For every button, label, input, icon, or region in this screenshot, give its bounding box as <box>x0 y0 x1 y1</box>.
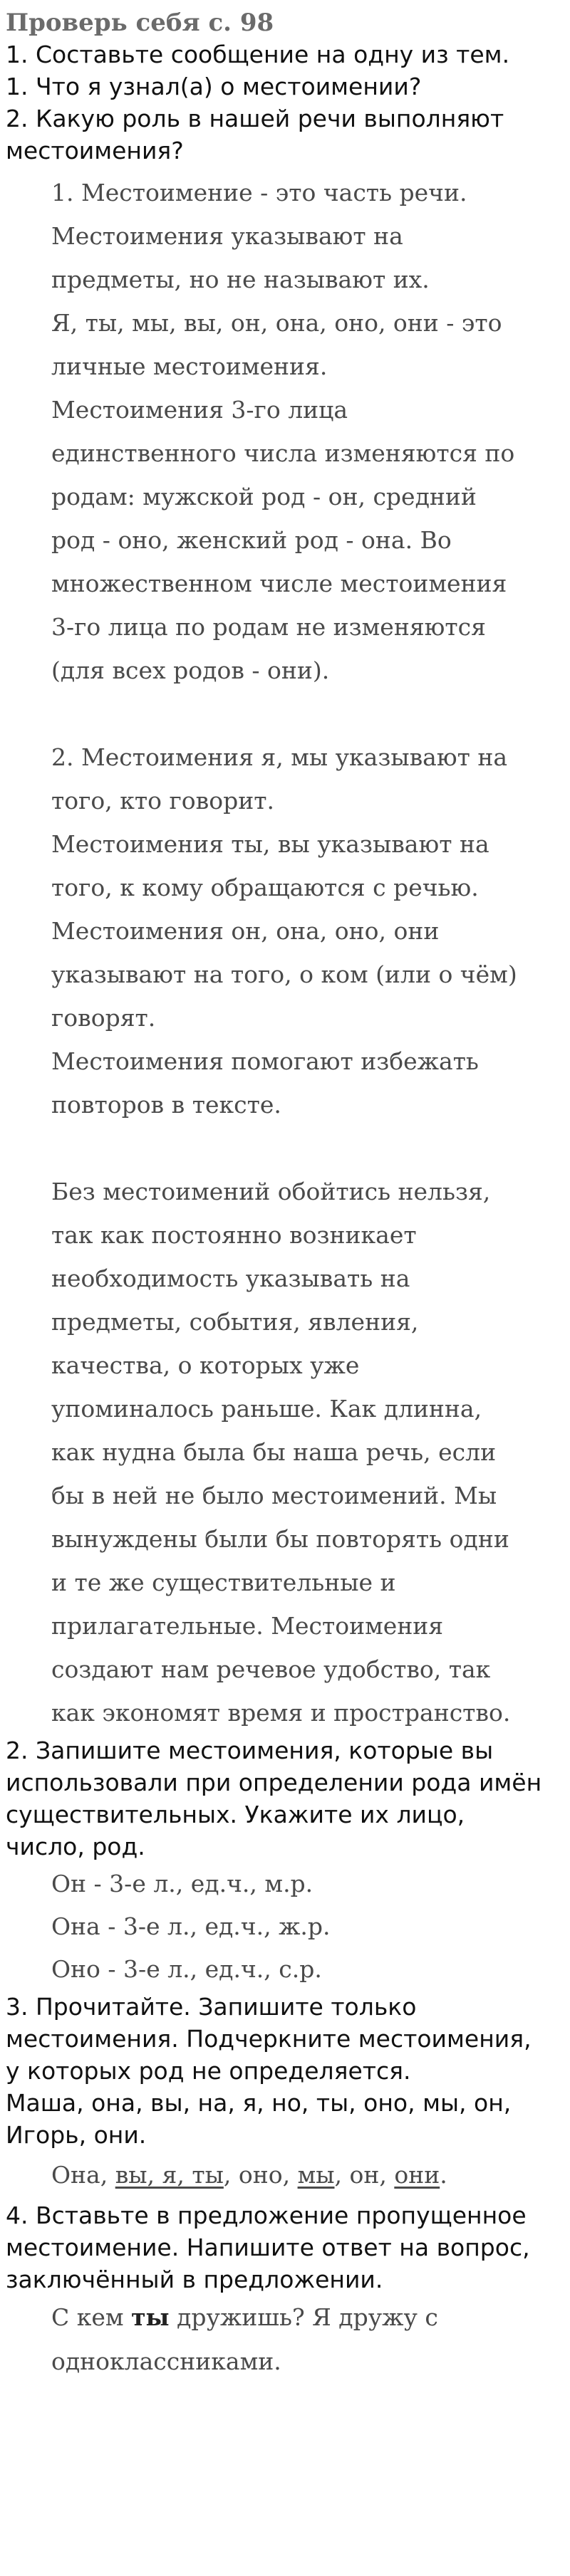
bold-pronoun: ты <box>131 2303 170 2331</box>
task-3-line: Маша, она, вы, на, я, но, ты, оно, мы, он, <box>6 2089 512 2117</box>
task-4-answer <box>0 2295 570 2340</box>
answer-text: С кем <box>51 2303 132 2331</box>
answer-line: предметы, события, явления, <box>51 1308 419 1336</box>
spacer <box>0 1126 570 1170</box>
answer-line: качества, о которых уже <box>51 1351 360 1379</box>
answer-2-block <box>0 735 570 1126</box>
answer-3-block <box>0 1170 570 1734</box>
task-3-line: местоимения. Подчеркните местоимения, <box>6 2025 532 2053</box>
answer-text: дружишь? Я дружу с <box>169 2303 438 2331</box>
answer-line: Оно - 3-е л., ед.ч., с.р. <box>51 1955 322 1983</box>
underlined-pronoun: они <box>394 2161 440 2189</box>
answer-line: множественном числе местоимения <box>51 570 507 597</box>
answer-line: повторов в тексте. <box>51 1091 281 1119</box>
answer-line: прилагательные. Местоимения <box>51 1612 444 1640</box>
task-2-line: число, род. <box>6 1833 145 1860</box>
answer-line: и те же существительные и <box>51 1569 396 1596</box>
answer-line: 3-го лица по родам не изменяются <box>51 613 486 641</box>
answer-text: , оно, <box>223 2161 298 2189</box>
answer-line: вынуждены были бы повторять одни <box>51 1525 509 1553</box>
answer-line: Он - 3-е л., ед.ч., м.р. <box>51 1870 314 1897</box>
answer-line: так как постоянно возникает <box>51 1221 417 1249</box>
answer-line: родам: мужской род - он, средний <box>51 483 477 511</box>
task-4-line: местоимение. Напишите ответ на вопрос, <box>6 2234 530 2261</box>
answer-text: . <box>440 2161 447 2189</box>
answer-line: того, к кому обращаются с речью. <box>51 874 479 901</box>
answer-line: род - оно, женский род - она. Во <box>51 526 452 554</box>
answer-line: Она - 3-е л., ед.ч., ж.р. <box>51 1912 331 1940</box>
answer-line: Местоимения 3-го лица <box>51 396 348 424</box>
task-3-line: Игорь, они. <box>6 2121 147 2149</box>
task-3 <box>0 1991 570 2199</box>
task-4-line: 4. Вставьте в предложение пропущенное <box>6 2201 527 2229</box>
answer-line: (для всех родов - они). <box>51 656 330 684</box>
answer-line: Без местоимений обойтись нельзя, <box>51 1178 491 1205</box>
task-2-line: существительных. Укажите их лицо, <box>6 1801 465 1828</box>
task-1-line: 1. Что я узнал(а) о местоимении? <box>6 73 422 100</box>
spacer <box>0 692 570 735</box>
answer-line: Местоимения помогают избежать <box>51 1047 479 1075</box>
answer-line: предметы, но не называют их. <box>51 266 430 293</box>
task-2-line: 2. Запишите местоимения, которые вы <box>6 1737 494 1764</box>
answer-text: Она, <box>51 2161 115 2189</box>
answer-1-block <box>0 171 570 692</box>
task-1-line: местоимения? <box>6 137 184 164</box>
answer-line: Местоимения он, она, оно, они <box>51 917 440 945</box>
task-1-line: 1. Составьте сообщение на одну из тем. <box>6 41 510 68</box>
answer-line: того, кто говорит. <box>51 787 274 815</box>
answer-line: упоминалось раньше. Как длинна, <box>51 1395 482 1423</box>
task-1 <box>0 38 570 1734</box>
task-3-answer <box>0 2151 570 2199</box>
answer-line: необходимость указывать на <box>51 1265 410 1292</box>
task-3-line: 3. Прочитайте. Запишите только <box>6 1993 417 2021</box>
answer-line: Я, ты, мы, вы, он, она, оно, они - это <box>51 309 502 337</box>
answer-line: 1. Местоимение - это часть речи. <box>51 179 467 206</box>
answer-line: как нудна была бы наша речь, если <box>51 1438 497 1466</box>
task-1-line: 2. Какую роль в нашей речи выполняют <box>6 105 504 132</box>
page-header: Проверь себя с. 98 <box>6 9 274 37</box>
task-4 <box>0 2199 570 2384</box>
answer-line: Местоимения указывают на <box>51 222 403 250</box>
answer-line: указывают на того, о ком (или о чём) <box>51 960 517 988</box>
answer-text: , он, <box>334 2161 395 2189</box>
answer-line: личные местоимения. <box>51 352 328 380</box>
task-2 <box>0 1734 570 1991</box>
answer-line: 2. Местоимения я, мы указывают на <box>51 743 507 771</box>
underlined-pronoun: мы <box>297 2161 335 2189</box>
answer-line: создают нам речевое удобство, так <box>51 1655 491 1683</box>
answer-line: как экономят время и пространство. <box>51 1699 511 1727</box>
answer-line: одноклассниками. <box>51 2347 281 2375</box>
task-4-line: заключённый в предложении. <box>6 2266 383 2293</box>
answer-line: единственного числа изменяются по <box>51 439 515 467</box>
underlined-pronouns: вы, я, ты <box>115 2161 224 2189</box>
answer-line: говорят. <box>51 1004 156 1032</box>
answer-line: Местоимения ты, вы указывают на <box>51 830 489 858</box>
answer-line: бы в ней не было местоимений. Мы <box>51 1482 497 1509</box>
task-2-line: использовали при определении рода имён <box>6 1769 542 1796</box>
task-3-line: у которых род не определяется. <box>6 2057 411 2085</box>
